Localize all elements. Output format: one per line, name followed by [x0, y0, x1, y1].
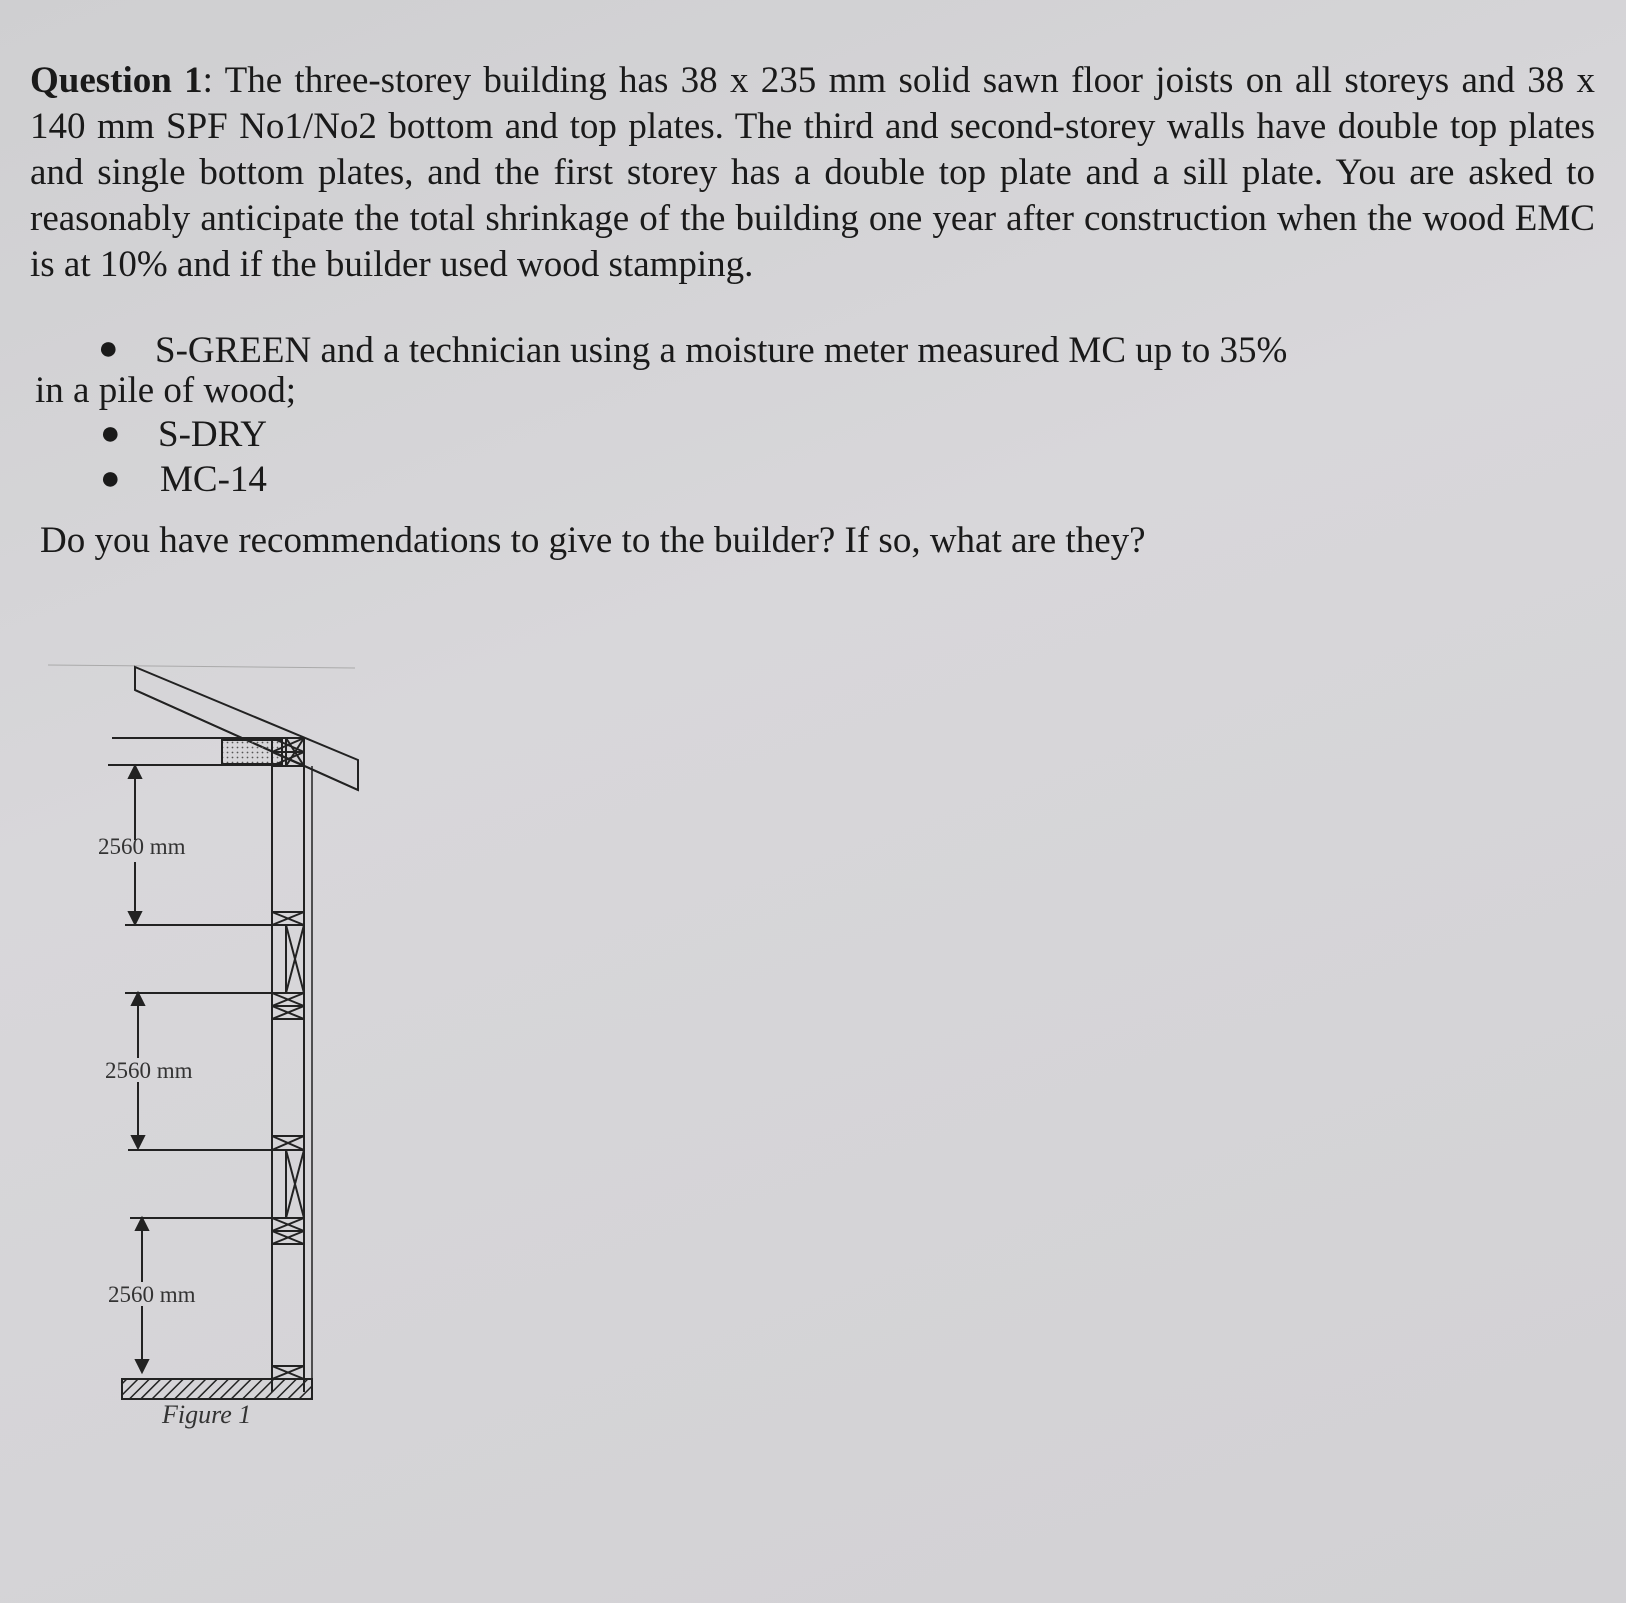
- storey-3-height-label: 2560 mm: [98, 834, 186, 859]
- guide-line: [48, 665, 355, 668]
- roof-rafter: [135, 667, 358, 790]
- question-label: Question 1: [30, 60, 203, 101]
- bullet-item-mc-14: MC-14: [160, 459, 267, 500]
- bullet-item-s-green-continuation: in a pile of wood;: [35, 370, 297, 411]
- storey-1-height-label: 2560 mm: [108, 1282, 196, 1307]
- bullet-item-s-green: S-GREEN and a technician using a moisture meter measured MC up to 35%: [155, 330, 1288, 371]
- bullet-dot: ●: [100, 415, 121, 452]
- figure-caption: Figure 1: [162, 1400, 252, 1429]
- bullet-dot: ●: [100, 460, 121, 497]
- bullet-item-s-dry: S-DRY: [158, 414, 267, 455]
- bullet-dot: ●: [98, 330, 119, 367]
- follow-up-question: Do you have recommendations to give to the builder? If so, what are they?: [40, 520, 1146, 561]
- storey-2-height-label: 2560 mm: [105, 1058, 193, 1083]
- question-text: : The three-storey building has 38 x 235 mm solid sawn floor joists on all storeys and 38 x 140 mm SPF No1/No2 bottom and top plates. The third and second-storey walls have double top plates and single bottom plates, and the first storey has a double top plate and a sill plate. You are asked to reasonably anticipate the total shrinkage of the building one year after construction when the wood EMC is at 10% and if the builder used wood stamping.: [30, 60, 1595, 285]
- foundation: [122, 1379, 312, 1399]
